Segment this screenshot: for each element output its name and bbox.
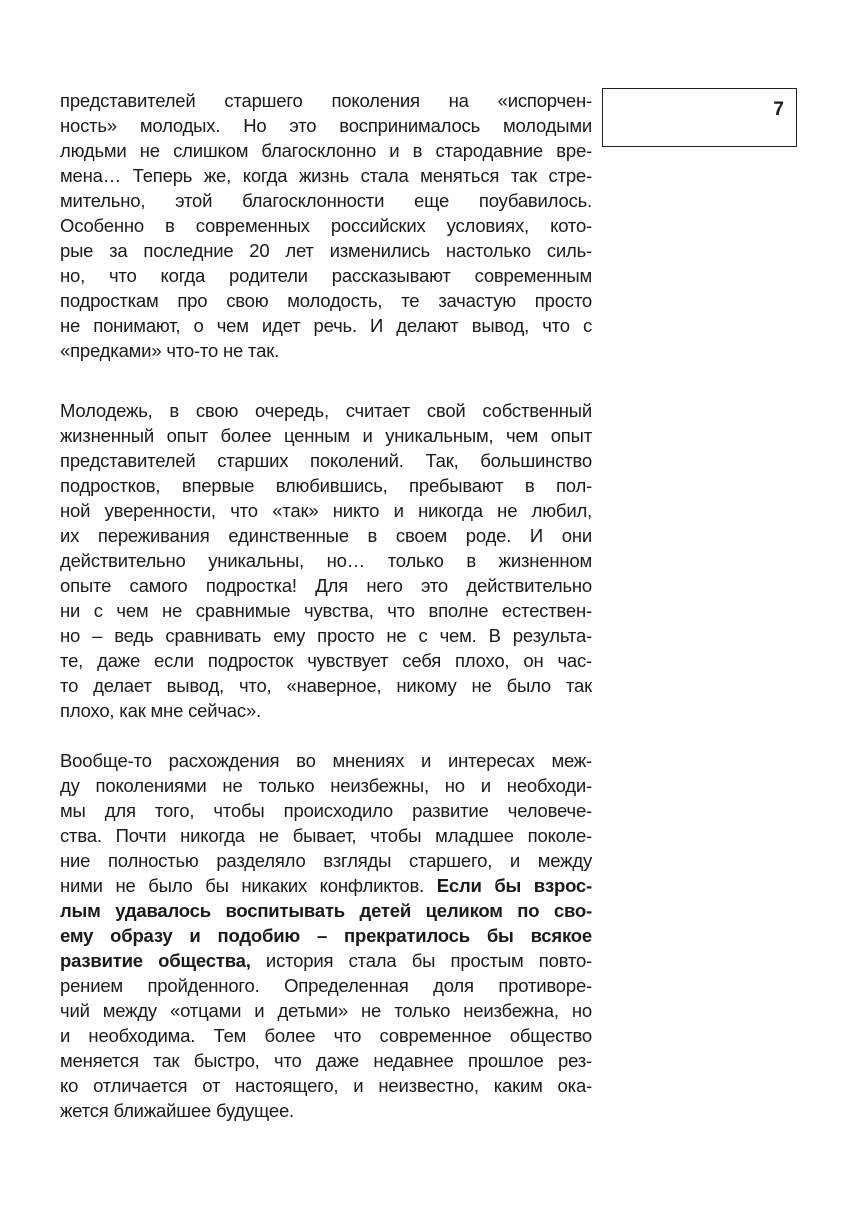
text-line [60,698,592,723]
text-segment: представителей старшего поколения на «испорчен- [60,90,592,111]
text-segment: то делает вывод, что, «наверное, никому не было так [60,675,592,696]
text-line [60,1048,592,1073]
text-line [60,548,592,573]
text-segment: чий между «отцами и детьми» не только неизбежна, но [60,1000,592,1021]
text-line [60,848,592,873]
text-segment: меняется так быстро, что даже недавнее прошлое рез- [60,1050,592,1071]
text-line [60,873,592,898]
text-line [60,88,592,113]
text-segment: действительно уникальны, но… только в жизненном [60,550,592,571]
text-line [60,138,592,163]
text-segment: Особенно в современных российских условиях, кото- [60,215,592,236]
text-segment: ду поколениями не только неизбежны, но и необходи- [60,775,592,796]
text-segment: их переживания единственные в своем роде. И они [60,525,592,546]
text-line [60,973,592,998]
text-line [60,188,592,213]
text-line [60,238,592,263]
text-line [60,263,592,288]
text-segment: история стала бы простым повто- [250,950,592,971]
text-line [60,113,592,138]
text-segment: людьми не слишком благосклонно и в стародавние вре- [60,140,592,161]
text-segment: мена… Теперь же, когда жизнь стала меняться так стре- [60,165,592,186]
text-line [60,338,592,363]
text-line [60,623,592,648]
text-segment: ность» молодых. Но это воспринималось молодыми [60,115,592,136]
paragraph-2 [60,398,592,723]
text-segment: мы для того, чтобы происходило развитие человече- [60,800,592,821]
text-line [60,313,592,338]
text-line [60,598,592,623]
text-line [60,288,592,313]
text-segment: ними не было бы никаких конфликтов. [60,875,437,896]
text-line [60,648,592,673]
text-line [60,823,592,848]
text-segment: и необходима. Тем более что современное общество [60,1025,592,1046]
text-segment: ние полностью разделяло взгляды старшего, и между [60,850,592,871]
text-line [60,448,592,473]
text-segment: подросткам про свою молодость, те зачастую просто [60,290,592,311]
text-segment: мительно, этой благосклонности еще поубавилось. [60,190,592,211]
text-line [60,923,592,948]
text-line [60,498,592,523]
text-line [60,948,592,973]
text-line [60,523,592,548]
text-line [60,773,592,798]
text-line [60,473,592,498]
text-segment: рением пройденного. Определенная доля противоре- [60,975,592,996]
text-segment: подростков, впервые влюбившись, пребывают в пол- [60,475,592,496]
bold-text: лым удавалось воспитывать детей целиком по сво- [60,900,592,921]
text-line [60,998,592,1023]
text-segment: Вообще-то расхождения во мнениях и интересах меж- [60,750,592,771]
text-segment: представителей старших поколений. Так, большинство [60,450,592,471]
bold-text: Если бы взрос- [436,875,592,896]
text-segment: ко отличается от настоящего, и неизвестно, каким ока- [60,1075,592,1096]
bold-text: развитие общества, [60,950,251,971]
text-line [60,1073,592,1098]
text-line [60,748,592,773]
text-segment: те, даже если подросток чувствует себя плохо, он час- [60,650,592,671]
text-segment: ной уверенности, что «так» никто и никогда не любил, [60,500,592,521]
text-line [60,398,592,423]
text-line [60,573,592,598]
text-segment: но – ведь сравнивать ему просто не с чем. В результа- [60,625,592,646]
text-line [60,423,592,448]
text-segment: опыте самого подростка! Для него это действительно [60,575,592,596]
bold-text: ему образу и подобию – прекратилось бы всякое [60,925,592,946]
text-segment: не понимают, о чем идет речь. И делают вывод, что с [60,315,592,336]
text-line [60,898,592,923]
text-line [60,213,592,238]
text-segment: «предками» что-то не так. [60,340,280,361]
text-line [60,1023,592,1048]
paragraph-3 [60,748,592,1123]
text-segment: ства. Почти никогда не бывает, чтобы младшее поколе- [60,825,592,846]
text-segment: плохо, как мне сейчас». [60,700,261,721]
text-segment: рые за последние 20 лет изменились настолько силь- [60,240,592,261]
text-segment: Молодежь, в свою очередь, считает свой собственный [60,400,592,421]
text-segment: жется ближайшее будущее. [60,1100,294,1121]
page-number-box [602,88,797,147]
text-line [60,163,592,188]
text-segment: но, что когда родители рассказывают современным [60,265,592,286]
page-number: 7 [773,99,784,120]
paragraph-1 [60,88,592,363]
text-line [60,673,592,698]
text-line [60,1098,592,1123]
text-segment: ни с чем не сравнимые чувства, что вполне естествен- [60,600,592,621]
text-segment: жизненный опыт более ценным и уникальным, чем опыт [60,425,592,446]
text-line [60,798,592,823]
